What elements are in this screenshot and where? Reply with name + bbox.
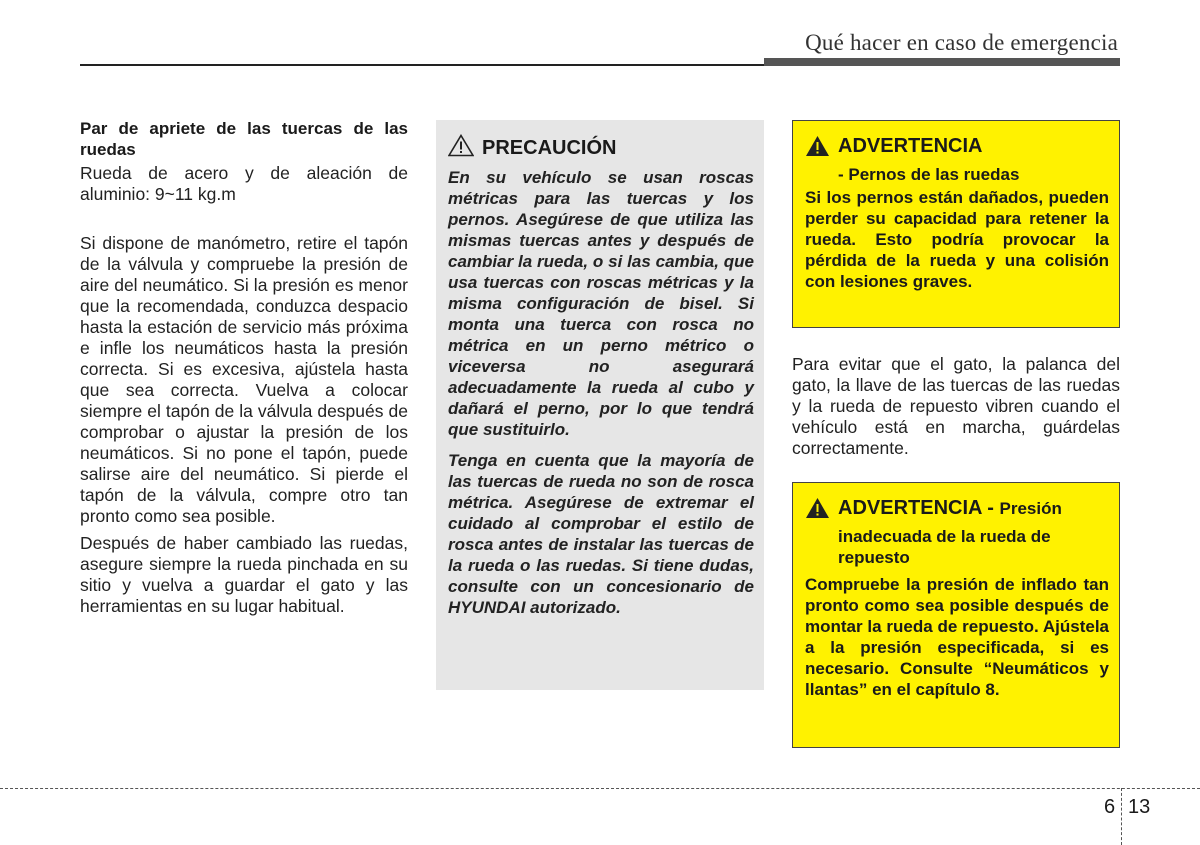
warning-subtitle: - Pernos de las ruedas (838, 165, 1020, 184)
warning-subtitle-inline: Presión (999, 499, 1062, 518)
warning-title: ADVERTENCIA (838, 135, 983, 157)
caution-text-note: Tenga en cuenta que la mayoría de las tuercas de rueda no son de rosca métrica. Asegúrese de extremar el cuidado al comprobar el estilo de rosca antes de instalar las tuercas de la rueda o las ruedas. Si tiene dudas, consulte con un concesionario de HYUNDAI autorizado. (448, 451, 754, 617)
warning-box-spare-pressure (792, 482, 1120, 748)
warning-triangle-filled-icon (805, 135, 830, 162)
caution-box (436, 120, 764, 690)
warning-subtitle: inadecuada de la rueda de repuesto (838, 527, 1051, 567)
warning-title: ADVERTENCIA - (838, 497, 994, 519)
warning-text: Si los pernos están dañados, pueden perder su capacidad para retener la rueda. Esto podría provocar la pérdida de la rueda y una colisión con lesiones graves. (805, 188, 1109, 291)
chapter-number: 6 (1104, 796, 1116, 818)
caution-title-row (448, 134, 754, 163)
warning-triangle-filled-icon (805, 497, 830, 524)
warning-title-row (805, 497, 1109, 524)
warning-text: Compruebe la presión de inflado tan pronto como sea posible después de montar la rueda de repuesto. Ajústela a la presión especificada, si es necesario. Consulte “Neumáticos y llantas” en el capítulo 8. (805, 575, 1109, 699)
warning-box-bolts (792, 120, 1120, 328)
after-change-paragraph: Después de haber cambiado las ruedas, asegure siempre la rueda pinchada en su sitio y vuelva a guardar el gato y las herramientas en su lugar habitual. (80, 533, 408, 616)
pressure-paragraph: Si dispone de manómetro, retire el tapón de la válvula y compruebe la presión de aire del neumático. Si la presión es menor que la recomendada, conduzca despacio hasta la estación de servicio más próxima e infle los neumáticos hasta la presión correcta. Si es excesiva, ajústela hasta que sea correcta. Vuelva a colocar siempre el tapón de la válvula después de comprobar o ajustar la presión de los neumáticos. Si no pone el tapón, puede salirse aire del neumático. Si pierde el tapón de la válvula, compre otro tan pronto como sea posible. (80, 233, 408, 526)
warning-title-row (805, 135, 1109, 162)
page-header-title: Qué hacer en caso de emergencia (805, 30, 1118, 55)
page-number: 13 (1128, 796, 1151, 818)
left-column (80, 118, 408, 639)
header-rule-thick (764, 58, 1120, 66)
storage-paragraph: Para evitar que el gato, la palanca del gato, la llave de las tuercas de las ruedas y la rueda de repuesto vibren cuando el vehículo está en marcha, guárdelas correctamente. (792, 354, 1120, 458)
footer-dashed-divider (1121, 788, 1122, 845)
header-rule-thin (80, 64, 766, 66)
warning-triangle-outline-icon (448, 134, 474, 163)
torque-text: Rueda de acero y de aleación de aluminio: 9~11 kg.m (80, 163, 408, 204)
footer-dashed-rule (0, 788, 1200, 789)
torque-heading: Par de apriete de las tuercas de las ruedas (80, 119, 408, 159)
caution-title: PRECAUCIÓN (482, 137, 617, 159)
caution-text-metric: En su vehículo se usan roscas métricas para las tuercas y los pernos. Asegúrese de que utiliza las mismas tuercas antes y después de cambiar la rueda, o si las cambia, que usa tuercas con roscas métricas y la misma configuración de bisel. Si monta una tuerca con rosca no métrica en un perno métrico o viceversa no asegurará adecuadamente la rueda al cubo y dañará el perno, por lo que tendrá que sustituirlo. (448, 168, 754, 439)
